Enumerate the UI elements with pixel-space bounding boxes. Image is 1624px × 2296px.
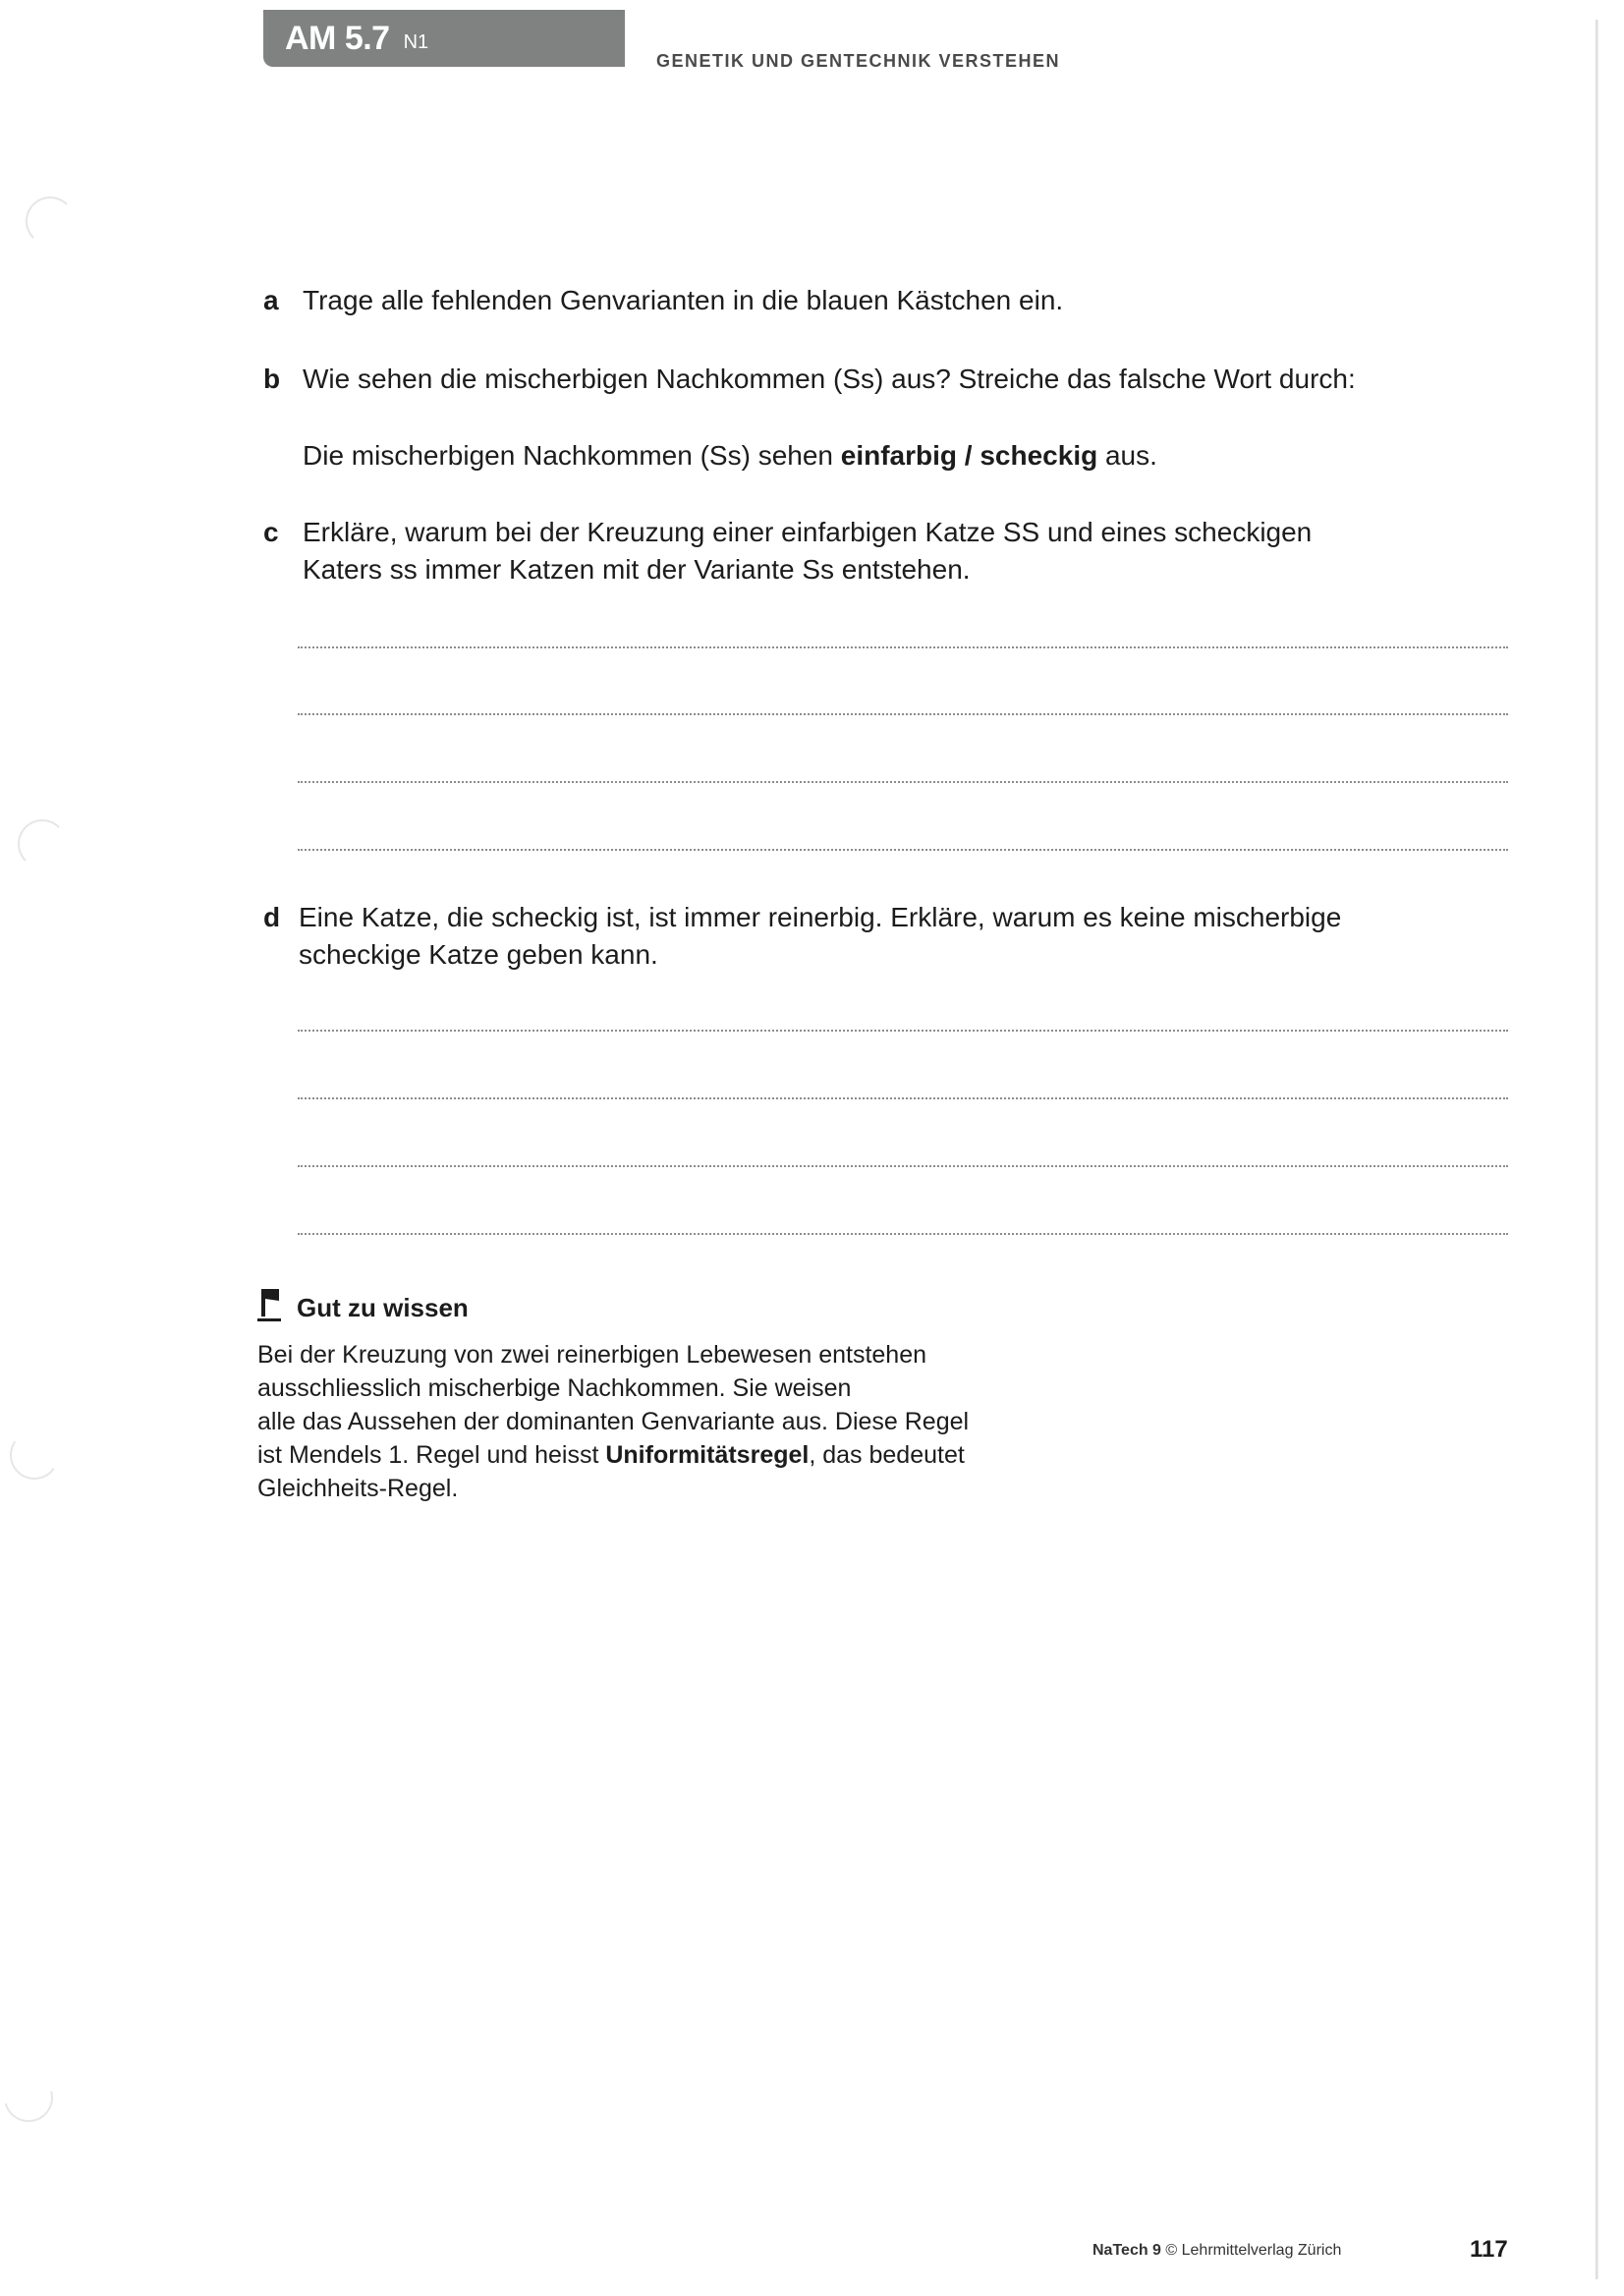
punch-hole-1 <box>26 196 75 246</box>
answer-line-d3[interactable] <box>298 1165 1508 1167</box>
punch-hole-4 <box>0 2064 62 2131</box>
scan-edge <box>1596 20 1598 2279</box>
answer-prefix: Die mischerbigen Nachkommen (Ss) sehen <box>303 440 841 471</box>
answer-line-d2[interactable] <box>298 1097 1508 1099</box>
footer-publisher: © Lehrmittelverlag Zürich <box>1160 2242 1342 2259</box>
header-bar <box>263 10 625 67</box>
info-title <box>257 1285 469 1322</box>
task-text-line-1: Erkläre, warum bei der Kreuzung einer einfarbigen Katze SS und eines scheckigen <box>303 517 1313 547</box>
info-line-4-prefix: ist Mendels 1. Regel und heisst <box>257 1441 606 1469</box>
task-letter: d <box>263 902 281 932</box>
answer-options[interactable]: einfarbig / scheckig <box>840 440 1098 471</box>
answer-suffix: aus. <box>1097 440 1157 471</box>
info-term-uniformity: Uniformitätsregel <box>605 1441 810 1469</box>
answer-line-c1[interactable] <box>298 646 1508 648</box>
worksheet-level: N1 <box>403 30 429 53</box>
punch-hole-2 <box>18 819 67 868</box>
answer-line-c3[interactable] <box>298 781 1508 783</box>
answer-line-c2[interactable] <box>298 713 1508 715</box>
task-letter: a <box>263 285 279 315</box>
footer-brand: NaTech 9 <box>1092 2242 1161 2259</box>
task-text: Trage alle fehlenden Genvarianten in die blauen Kästchen ein. <box>303 285 1064 315</box>
answer-line-d4[interactable] <box>298 1233 1508 1235</box>
task-text-line-2: Katers ss immer Katzen mit der Variante Ss entstehen. <box>303 554 971 585</box>
footer-credit <box>1092 2242 1341 2260</box>
task-text-line-2: scheckige Katze geben kann. <box>299 939 658 970</box>
info-line-1: Bei der Kreuzung von zwei reinerbigen Lebewesen entstehen <box>257 1341 927 1369</box>
task-letter: b <box>263 364 281 394</box>
answer-line-d1[interactable] <box>298 1030 1508 1032</box>
info-line-3: alle das Aussehen der dominanten Genvariante aus. Diese Regel <box>257 1408 970 1435</box>
answer-line-c4[interactable] <box>298 849 1508 851</box>
worksheet-code: AM 5.7 <box>285 19 390 57</box>
info-title-text: Gut zu wissen <box>297 1293 469 1322</box>
info-line-5: Gleichheits-Regel. <box>257 1475 459 1502</box>
header-subject: GENETIK UND GENTECHNIK VERSTEHEN <box>656 51 1061 71</box>
info-body <box>257 1338 1004 1505</box>
page-number: 117 <box>1470 2236 1508 2263</box>
info-line-4 <box>257 1438 1004 1472</box>
punch-hole-3 <box>6 1427 63 1484</box>
task-text: Wie sehen die mischerbigen Nachkommen (Ss) aus? Streiche das falsche Wort durch: <box>303 364 1356 394</box>
task-text-line-1: Eine Katze, die scheckig ist, ist immer reinerbig. Erkläre, warum es keine mischerbige <box>299 902 1342 932</box>
task-letter: c <box>263 517 279 547</box>
info-line-2: ausschliesslich mischerbige Nachkommen. Sie weisen <box>257 1374 852 1402</box>
flag-icon <box>257 1285 285 1322</box>
info-line-4-suffix: , das bedeutet <box>809 1441 965 1469</box>
